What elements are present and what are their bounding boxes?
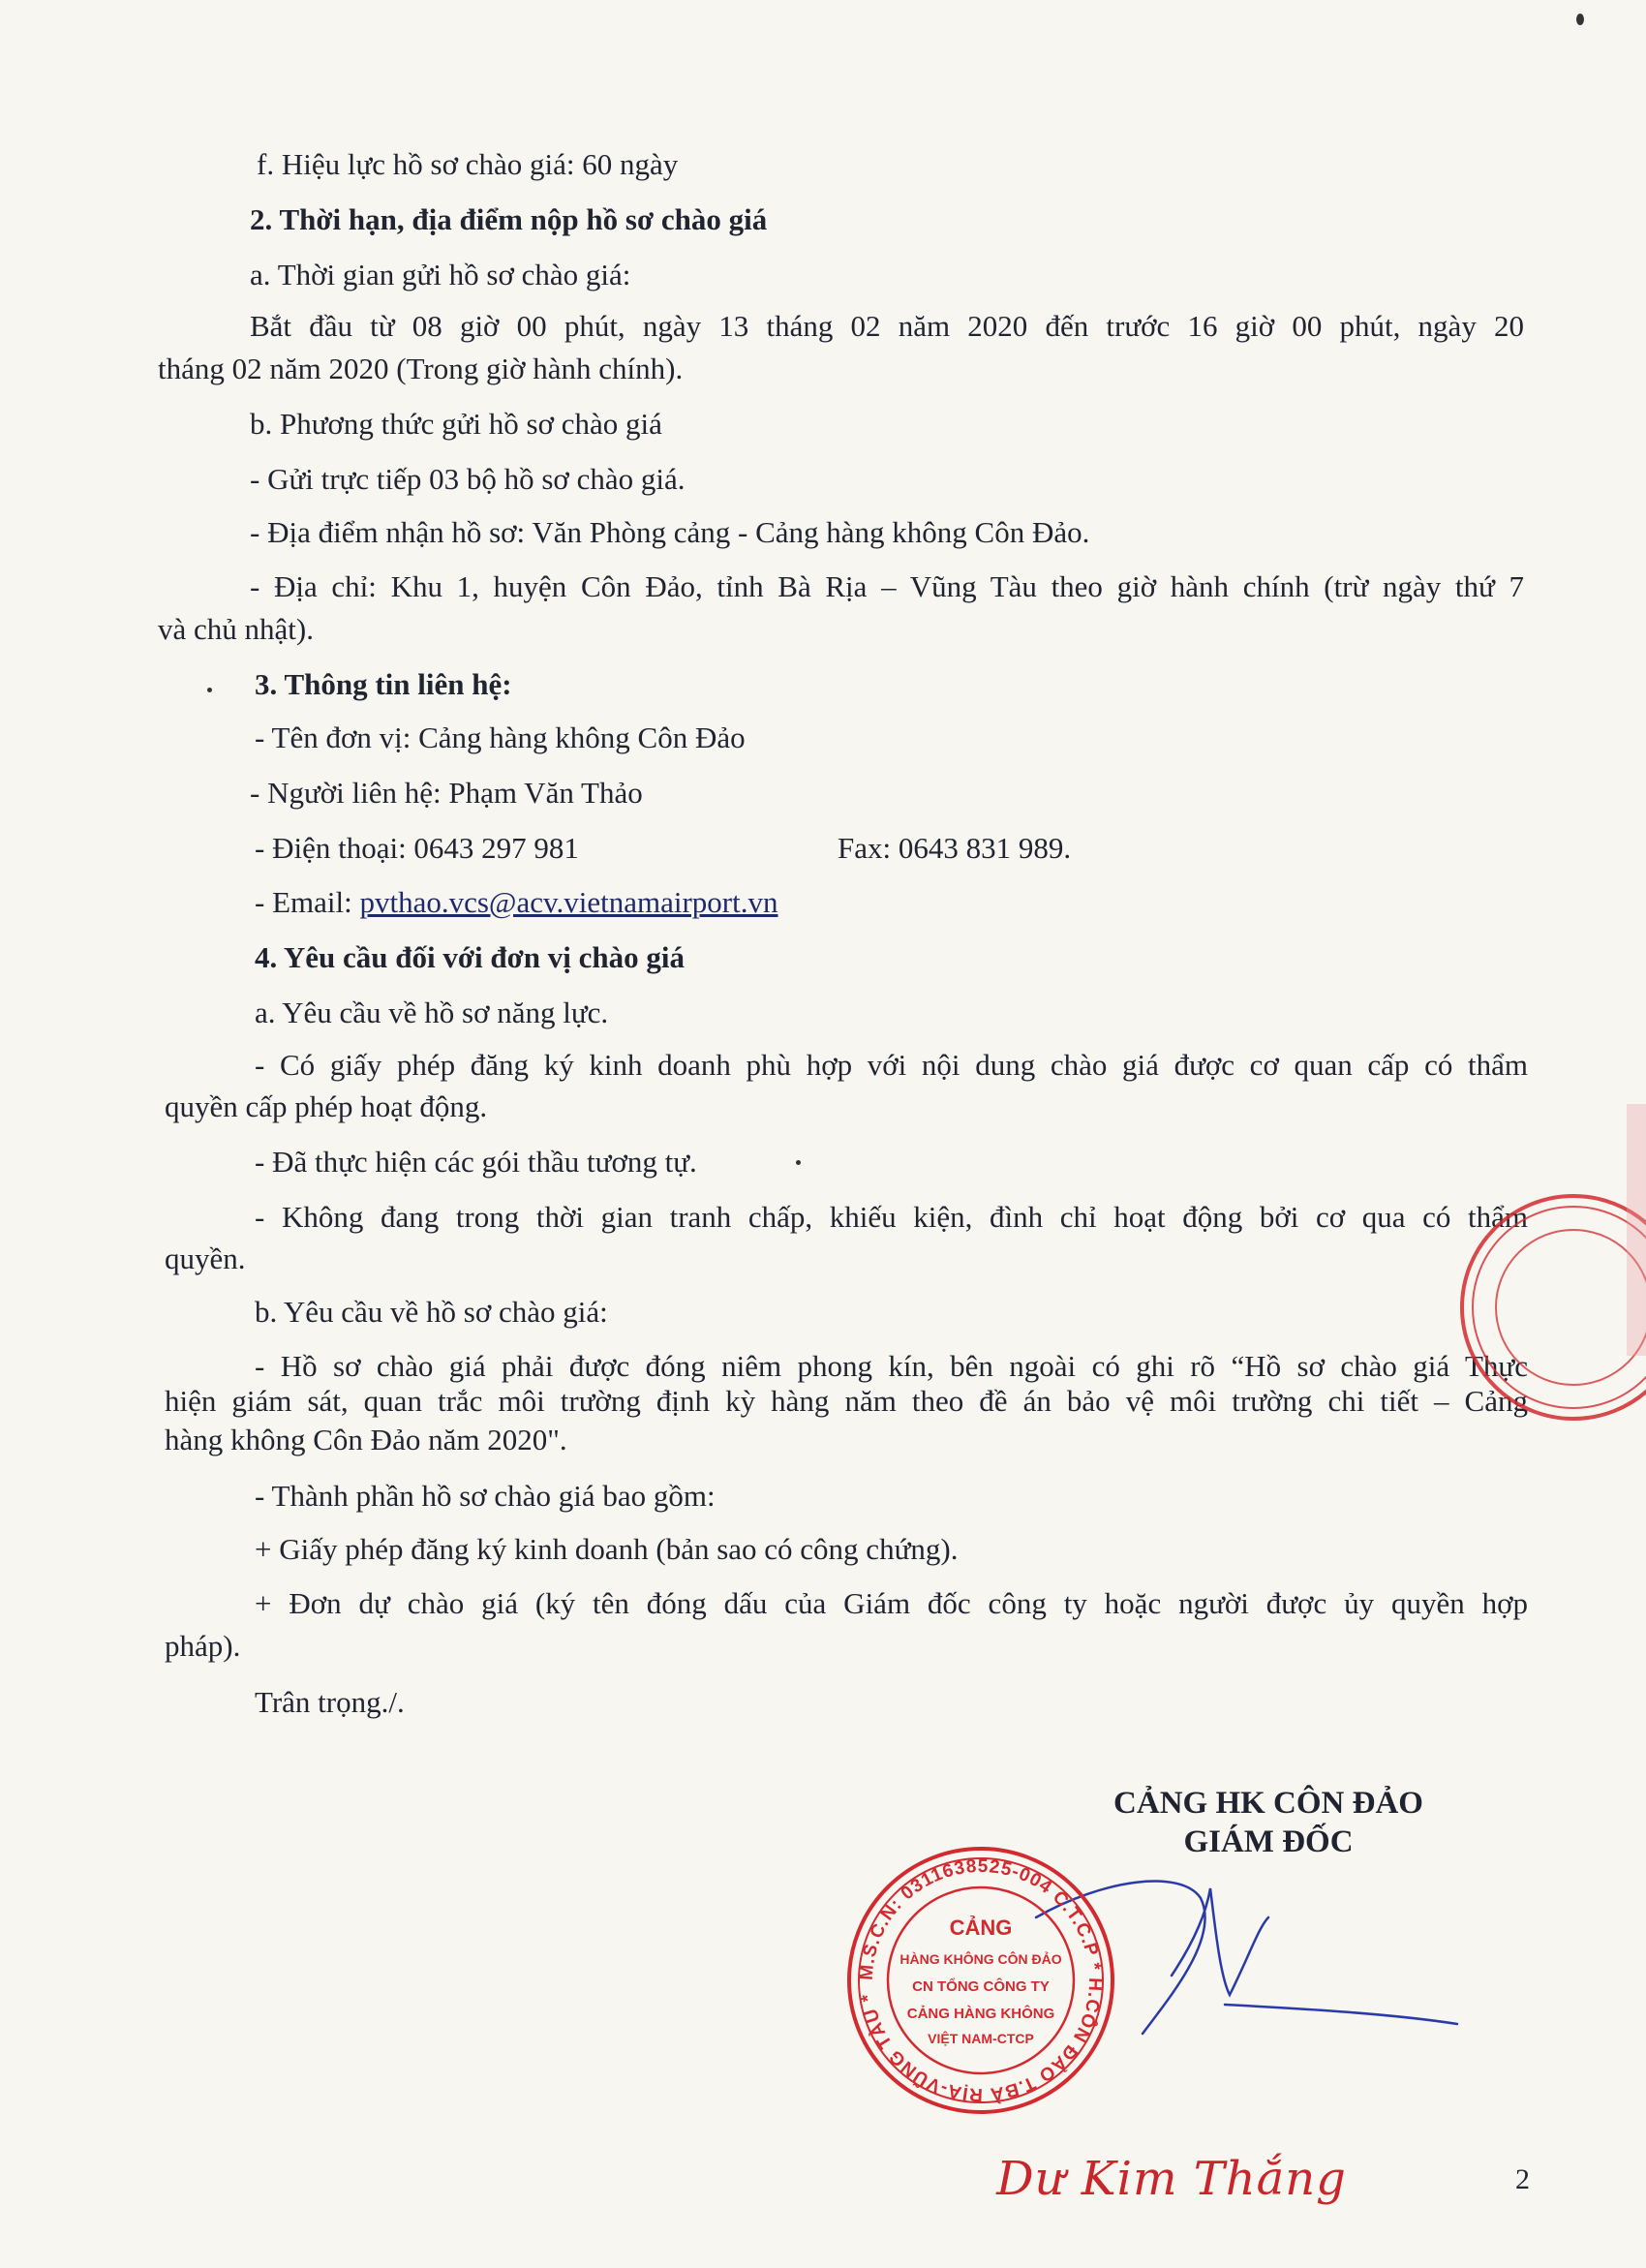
address-line-1: - Địa chỉ: Khu 1, huyện Côn Đảo, tỉnh Bà Rịa – Vũng Tàu theo giờ hành chính (trừ ngày thứ 7 (250, 569, 1524, 603)
address-line-2: và chủ nhật). (158, 612, 314, 646)
seal-ring-text: M.S.C.N: 0311638525-004 C.T.C.P * H.CÔN ĐẢO T.BÀ RỊA-VŨNG TÀU * (856, 1855, 1106, 2105)
seal-line-3: CN TỔNG CÔNG TY (912, 1978, 1050, 1995)
contact-phone: - Điện thoại: 0643 297 981 (255, 831, 579, 865)
submission-direct: - Gửi trực tiếp 03 bộ hồ sơ chào giá. (250, 462, 686, 496)
seal-line-1: CẢNG (949, 1916, 1013, 1940)
scan-speck (207, 688, 212, 692)
signature-position: GIÁM ĐỐC (1183, 1824, 1354, 1859)
scan-speck (1576, 14, 1584, 25)
license-line-1: - Có giấy phép đăng ký kinh doanh phù hợp với nội dung chào giá được cơ quan cấp có thẩm (255, 1048, 1528, 1082)
section-4-heading: 4. Yêu cầu đối với đơn vị chào giá (255, 940, 685, 974)
contact-person: - Người liên hệ: Phạm Văn Thảo (250, 776, 643, 810)
contact-unit: - Tên đơn vị: Cảng hàng không Côn Đảo (255, 720, 746, 754)
license-line-2: quyền cấp phép hoạt động. (165, 1089, 488, 1123)
sealed-line-1: - Hồ sơ chào giá phải được đóng niêm phong kín, bên ngoài có ghi rõ “Hồ sơ chào giá Thực (255, 1349, 1528, 1383)
quotation-req-label: b. Yêu cầu về hồ sơ chào giá: (255, 1295, 608, 1329)
signature-org: CẢNG HK CÔN ĐẢO (1113, 1786, 1423, 1821)
similar-packages: - Đã thực hiện các gói thầu tương tự. (255, 1145, 697, 1179)
component-license: + Giấy phép đăng ký kinh doanh (bản sao có công chứng). (255, 1532, 959, 1566)
contact-email-label: - Email: (255, 885, 360, 919)
contact-email-link[interactable]: pvthao.vcs@acv.vietnamairport.vn (359, 885, 778, 919)
submission-time-line-2: tháng 02 năm 2020 (Trong giờ hành chính). (158, 352, 684, 385)
components-label: - Thành phần hồ sơ chào giá bao gồm: (255, 1479, 716, 1513)
submission-time-line-1: Bắt đầu từ 08 giờ 00 phút, ngày 13 tháng 02 năm 2020 đến trước 16 giờ 00 phút, ngày 20 (250, 309, 1524, 343)
seal-line-2: HÀNG KHÔNG CÔN ĐẢO (899, 1951, 1062, 1967)
no-dispute-line-1: - Không đang trong thời gian tranh chấp, khiếu kiện, đình chỉ hoạt động bởi cơ qua có thẩm (255, 1200, 1528, 1234)
seal-line-4: CẢNG HÀNG KHÔNG (906, 2006, 1055, 2022)
no-dispute-line-2: quyền. (165, 1241, 246, 1275)
contact-email-row (255, 883, 777, 922)
validity-line: f. Hiệu lực hồ sơ chào giá: 60 ngày (257, 147, 679, 181)
signer-name: Dư Kim Thắng (996, 2152, 1347, 2206)
sealed-line-3: hàng không Côn Đảo năm 2020". (165, 1423, 567, 1456)
component-bid-line-1: + Đơn dự chào giá (ký tên đóng dấu của Giám đốc công ty hoặc người được ủy quyền hợp (255, 1586, 1528, 1620)
sealed-line-2: hiện giám sát, quan trắc môi trường định kỳ hàng năm theo đề án bảo vệ môi trường chi tiết – Cảng (165, 1384, 1528, 1418)
page-number: 2 (1515, 2163, 1530, 2195)
section-2-heading: 2. Thời hạn, địa điểm nộp hồ sơ chào giá (250, 202, 768, 236)
submission-location: - Địa điểm nhận hồ sơ: Văn Phòng cảng - Cảng hàng không Côn Đảo. (250, 515, 1090, 549)
capacity-label: a. Yêu cầu về hồ sơ năng lực. (255, 996, 609, 1029)
scan-speck (796, 1160, 801, 1165)
section-3-heading: 3. Thông tin liên hệ: (255, 667, 512, 701)
contact-fax: Fax: 0643 831 989. (838, 831, 1072, 865)
seal-line-5: VIỆT NAM-CTCP (928, 2031, 1034, 2046)
closing-regards: Trân trọng./. (255, 1685, 405, 1719)
company-seal (840, 1840, 1121, 2121)
submission-time-label: a. Thời gian gửi hồ sơ chào giá: (250, 258, 631, 291)
partial-margin-seal (1448, 1104, 1646, 1520)
submission-method-label: b. Phương thức gửi hồ sơ chào giá (250, 407, 662, 441)
component-bid-line-2: pháp). (165, 1629, 241, 1663)
